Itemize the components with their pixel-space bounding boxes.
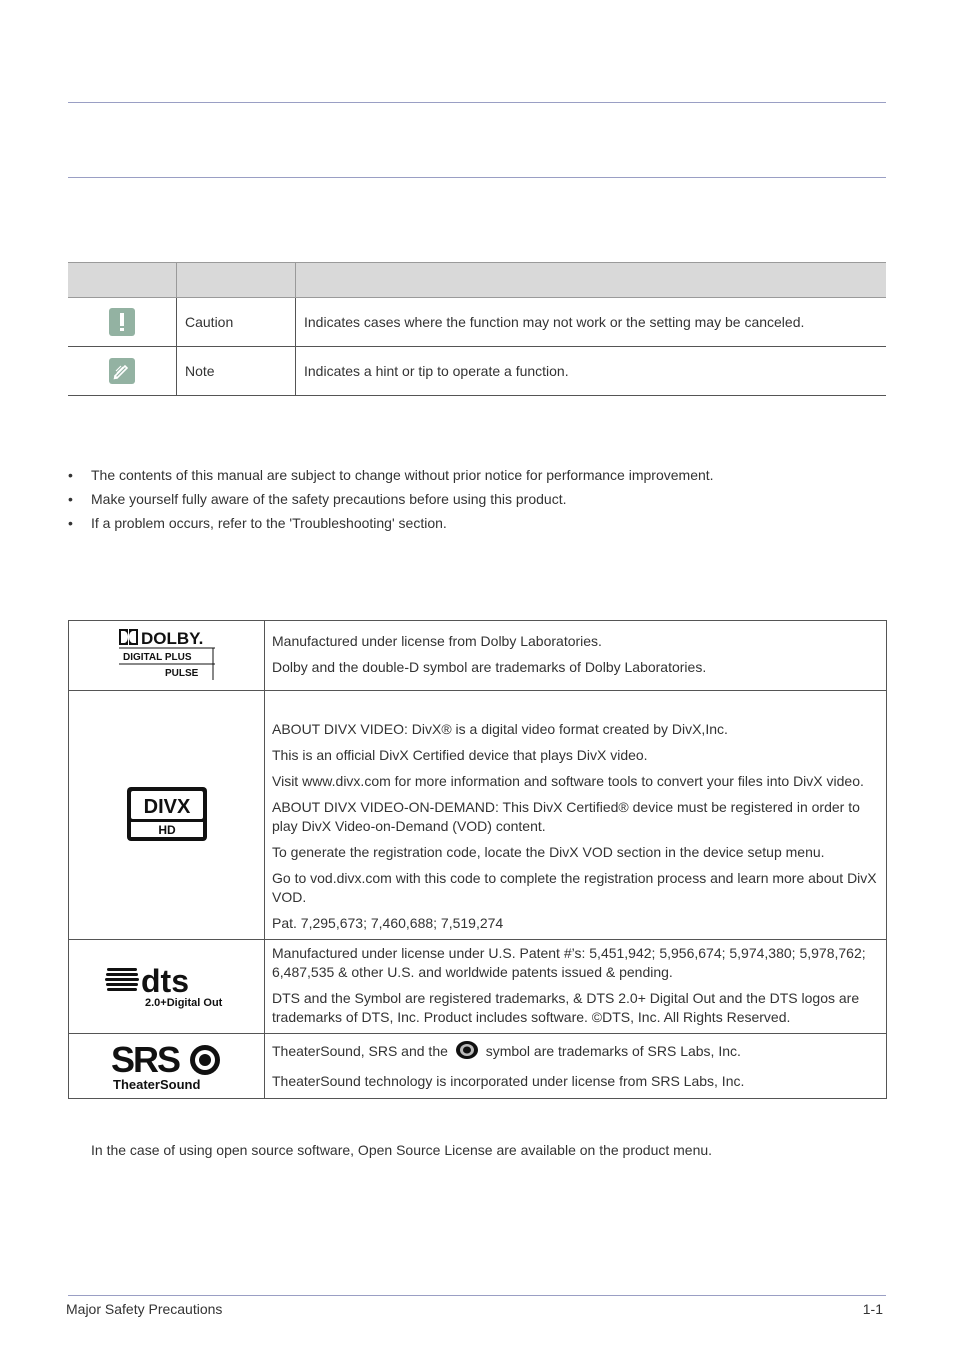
srs-line: TheaterSound technology is incorporated under license from SRS Labs, Inc. bbox=[272, 1072, 745, 1089]
top-rule-1 bbox=[68, 102, 886, 103]
bullet-marker: • bbox=[68, 467, 73, 483]
icon-legend-header-row bbox=[68, 263, 886, 298]
srs-logo-cell bbox=[69, 1034, 265, 1099]
icon-legend-header-description bbox=[296, 263, 887, 298]
divx-logo-text: DIVX bbox=[143, 795, 190, 818]
trademark-table bbox=[68, 620, 887, 1099]
list-item-text: The contents of this manual are subject to change without prior notice for performance improvement. bbox=[91, 467, 714, 483]
divx-line: ABOUT DIVX VIDEO: DivX® is a digital video format created by DivX,Inc. bbox=[272, 720, 728, 737]
srs-logo-subtext: TheaterSound bbox=[112, 1076, 200, 1092]
caution-term: Caution bbox=[177, 298, 296, 347]
divx-line: Go to vod.divx.com with this code to complete the registration process and learn more about DivX VOD. bbox=[272, 869, 877, 905]
dolby-logo-text: DOLBY. bbox=[140, 629, 203, 648]
open-source-note: In the case of using open source software, Open Source License are available on the product menu. bbox=[91, 1142, 713, 1158]
pencil-note-icon bbox=[109, 358, 135, 384]
divx-logo-cell bbox=[69, 691, 265, 940]
caution-icon-cell bbox=[68, 298, 177, 347]
divx-logo-hd: HD bbox=[157, 822, 176, 837]
table-row bbox=[69, 691, 887, 940]
icon-legend-header-term bbox=[177, 263, 296, 298]
footer-page-number: 1-1 bbox=[862, 1301, 883, 1317]
bullet-marker: • bbox=[68, 491, 73, 507]
srs-symbol-icon bbox=[455, 1040, 479, 1065]
srs-line-after: symbol are trademarks of SRS Labs, Inc. bbox=[485, 1042, 741, 1059]
divx-text-cell bbox=[265, 691, 887, 940]
list-item bbox=[68, 490, 886, 514]
list-item bbox=[68, 514, 886, 538]
note-description: Indicates a hint or tip to operate a function. bbox=[296, 347, 887, 396]
dts-logo-subtext: 2.0+Digital Out bbox=[144, 997, 222, 1009]
dolby-logo-icon bbox=[117, 626, 217, 682]
list-item-text: If a problem occurs, refer to the 'Troubleshooting' section. bbox=[91, 515, 447, 531]
dts-logo-cell bbox=[69, 940, 265, 1034]
dolby-line: Dolby and the double-D symbol are trademarks of Dolby Laboratories. bbox=[272, 659, 707, 675]
footer-rule bbox=[68, 1295, 886, 1296]
dolby-logo-cell bbox=[69, 621, 265, 691]
srs-line bbox=[272, 1040, 879, 1065]
table-row bbox=[68, 298, 886, 347]
dolby-logo-pulse: PULSE bbox=[164, 668, 198, 679]
divx-line: This is an official DivX Certified device that plays DivX video. bbox=[272, 746, 648, 763]
note-term: Note bbox=[177, 347, 296, 396]
list-item-text: Make yourself fully aware of the safety precautions before using this product. bbox=[91, 491, 567, 507]
srs-text-cell bbox=[265, 1034, 887, 1099]
divx-line: To generate the registration code, locate the DivX VOD section in the device setup menu. bbox=[272, 843, 825, 860]
divx-line: Pat. 7,295,673; 7,460,688; 7,519,274 bbox=[272, 914, 504, 931]
table-row bbox=[69, 621, 887, 691]
exclamation-icon bbox=[109, 308, 135, 336]
table-row bbox=[68, 347, 886, 396]
icon-legend-header-icon bbox=[68, 263, 177, 298]
precaution-list bbox=[68, 466, 886, 538]
top-rule-2 bbox=[68, 177, 886, 178]
icon-legend-table bbox=[68, 262, 886, 396]
dts-logo-icon bbox=[105, 960, 229, 1010]
dolby-logo-subtext: DIGITAL PLUS bbox=[122, 652, 192, 663]
srs-logo-text: SRS bbox=[110, 1038, 179, 1080]
divx-logo-icon bbox=[126, 786, 208, 842]
note-icon-cell bbox=[68, 347, 177, 396]
dolby-line: Manufactured under license from Dolby Laboratories. bbox=[272, 633, 602, 649]
table-row bbox=[69, 940, 887, 1034]
divx-line: ABOUT DIVX VIDEO-ON-DEMAND: This DivX Certified® device must be registered in order to play DivX Video-on-Demand (VOD) content. bbox=[272, 798, 860, 834]
dolby-text-cell bbox=[265, 621, 887, 691]
caution-description: Indicates cases where the function may not work or the setting may be canceled. bbox=[296, 298, 887, 347]
divx-line: Visit www.divx.com for more information and software tools to convert your files into DivX video. bbox=[272, 772, 864, 789]
dts-line: DTS and the Symbol are registered trademarks, & DTS 2.0+ Digital Out and the DTS logos are trademarks of DTS, Inc. Product includes software. ©DTS, Inc. All Rights Reserved. bbox=[272, 990, 860, 1025]
srs-logo-icon bbox=[109, 1038, 225, 1092]
srs-line-before: TheaterSound, SRS and the bbox=[272, 1042, 448, 1059]
list-item bbox=[68, 466, 886, 490]
dts-line: Manufactured under license under U.S. Patent #’s: 5,451,942; 5,956,674; 5,974,380; 5,978,762; 6,487,535 & other U.S. and worldwide patents issued & pending. bbox=[272, 945, 866, 980]
table-row bbox=[69, 1034, 887, 1099]
dts-logo-text: dts bbox=[140, 963, 189, 999]
bullet-marker: • bbox=[68, 515, 73, 531]
footer-section-title: Major Safety Precautions bbox=[66, 1301, 223, 1317]
dts-text-cell bbox=[265, 940, 887, 1034]
